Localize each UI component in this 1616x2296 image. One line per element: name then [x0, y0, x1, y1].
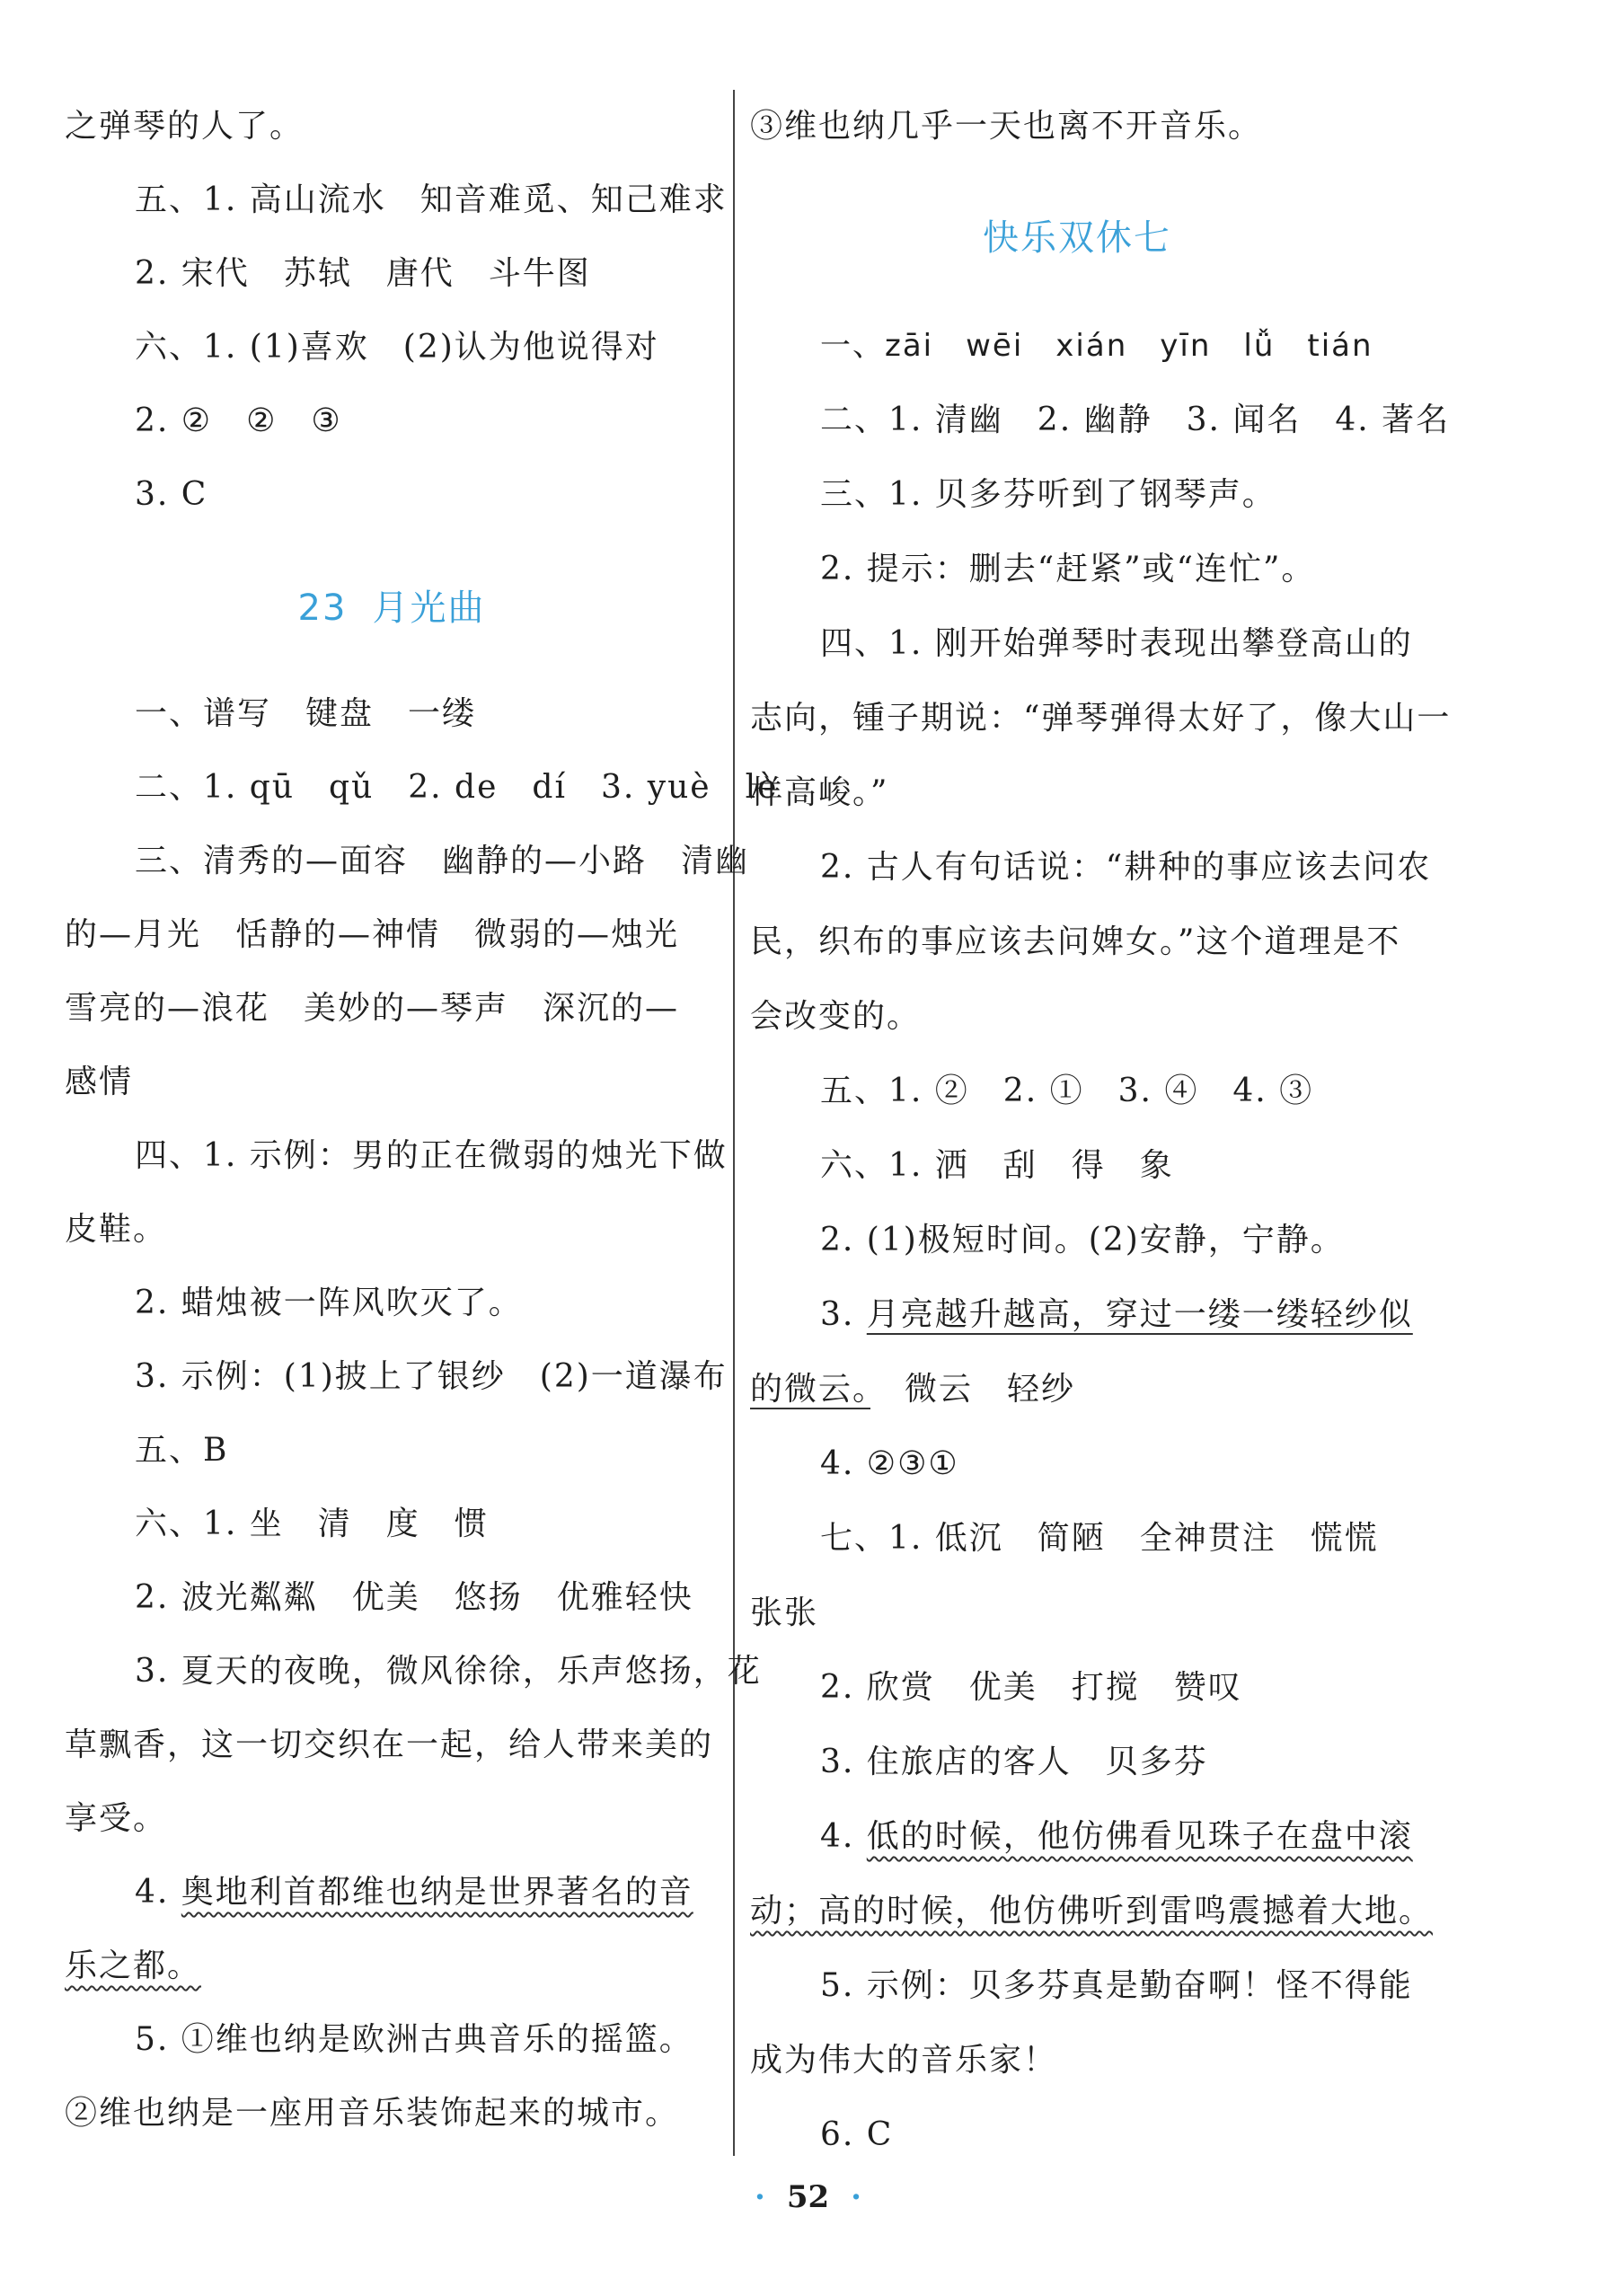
section-heading	[750, 214, 1404, 262]
answer-line	[750, 1889, 1434, 1934]
answer-line: 3. 示例：(1)披上了银纱 (2)一道瀑布	[135, 1358, 728, 1395]
answer-line: 二、1. qū qǔ 2. de dí 3. yuè lè	[135, 769, 779, 806]
answer-line: 2. 古人有句话说：“耕种的事应该去问农	[820, 849, 1432, 886]
section-title: 月光曲	[372, 587, 486, 629]
dot-icon: ·	[851, 2179, 861, 2215]
answer-line: 三、1. 贝多芬听到了钢琴声。	[820, 476, 1276, 513]
item-number: 3.	[820, 1296, 867, 1333]
answer-line: 成为伟大的音乐家！	[750, 2042, 1058, 2079]
answer-line: 3. 夏天的夜晚，微风徐徐，乐声悠扬，花	[135, 1653, 762, 1690]
answer-line: 2. 提示：删去“赶紧”或“连忙”。	[820, 551, 1316, 587]
answer-line: 张张	[750, 1594, 819, 1631]
answer-line	[820, 1293, 1413, 1338]
answer-line: 二、1. 清幽 2. 幽静 3. 闻名 4. 著名	[820, 402, 1451, 438]
answer-line: 之弹琴的人了。	[65, 108, 305, 145]
answer-line: 感情	[65, 1064, 134, 1100]
answer-line: 七、1. 低沉 简陋 全神贯注 慌慌	[820, 1520, 1379, 1557]
answer-line: 五、B	[135, 1432, 229, 1469]
answer-line: ③维也纳几乎一天也离不开音乐。	[750, 108, 1263, 145]
answer-line: 样高峻。”	[750, 774, 889, 811]
answer-line	[750, 1367, 1404, 1412]
answer-line: 会改变的。	[750, 998, 922, 1035]
underlined-text: 月亮越升越高，穿过一缕一缕轻纱似	[866, 1296, 1413, 1333]
page-number-value: 52	[786, 2179, 830, 2215]
section-title: 快乐双休七	[983, 217, 1171, 259]
column-divider	[733, 90, 735, 2156]
page-number	[0, 2177, 1616, 2217]
answer-line: 2. ② ② ③	[135, 402, 342, 439]
answer-line: 六、1. (1)喜欢 (2)认为他说得对	[135, 329, 659, 366]
answer-line: 4. ②③①	[820, 1445, 959, 1482]
answer-line: 6. C	[820, 2116, 894, 2153]
answer-line: 六、1. 洒 刮 得 象	[820, 1147, 1174, 1184]
wavy-underlined-text: 乐之都。	[65, 1947, 202, 1984]
dot-icon: ·	[754, 2179, 765, 2215]
answer-line: 一、zāi wēi xián yīn lǚ tián	[820, 328, 1373, 364]
answer-line: 2. (1)极短时间。(2)安静，宁静。	[820, 1222, 1345, 1258]
answer-line: 四、1. 示例：男的正在微弱的烛光下做	[135, 1137, 728, 1174]
answer-line: 3. 住旅店的客人 贝多芬	[820, 1744, 1208, 1780]
answer-line: 志向，锺子期说：“弹琴弹得太好了，像大山一	[750, 700, 1452, 737]
section-number: 23	[297, 587, 348, 629]
wavy-underlined-text: 动；高的时候，他仿佛听到雷鸣震撼着大地。	[750, 1893, 1434, 1930]
answer-line: 皮鞋。	[65, 1211, 168, 1248]
answer-line: 2. 宋代 苏轼 唐代 斗牛图	[135, 255, 591, 292]
wavy-underlined-text: 奥地利首都维也纳是世界著名的音	[181, 1874, 693, 1911]
answer-line: 2. 波光粼粼 优美 悠扬 优雅轻快	[135, 1579, 693, 1616]
answer-line: 三、清秀的—面容 幽静的—小路 清幽	[135, 843, 750, 879]
answer-line: 五、1. 高山流水 知音难觅、知己难求	[135, 181, 728, 218]
answer-line: 的—月光 恬静的—神情 微弱的—烛光	[65, 916, 680, 953]
answer-line: ②维也纳是一座用音乐装饰起来的城市。	[65, 2095, 680, 2132]
answer-line	[135, 1870, 719, 1915]
answer-line: 五、1. ② 2. ① 3. ④ 4. ③	[820, 1073, 1314, 1109]
answer-line: 四、1. 刚开始弹琴时表现出攀登高山的	[820, 625, 1413, 662]
answer-line: 六、1. 坐 清 度 惯	[135, 1506, 489, 1542]
section-heading	[65, 584, 719, 632]
answer-line: 5. 示例：贝多芬真是勤奋啊！怪不得能	[820, 1967, 1413, 2004]
answer-line: 一、谱写 键盘 一缕	[135, 695, 477, 732]
answer-line: 雪亮的—浪花 美妙的—琴声 深沉的—	[65, 990, 680, 1027]
answer-line	[820, 1815, 1413, 1859]
wavy-underlined-text: 低的时候，他仿佛看见珠子在盘中滚	[866, 1818, 1413, 1855]
answer-line: 2. 欣赏 优美 打搅 赞叹	[820, 1669, 1242, 1706]
answer-line	[65, 1944, 719, 1989]
item-number: 4.	[135, 1874, 181, 1911]
answer-line: 草飘香，这一切交织在一起，给人带来美的	[65, 1726, 714, 1763]
answer-text: 微云 轻纱	[870, 1371, 1076, 1408]
answer-line: 享受。	[65, 1800, 168, 1837]
underlined-text: 的微云。	[750, 1371, 871, 1408]
answer-line: 3. C	[135, 476, 208, 513]
answer-line: 5. ①维也纳是欧洲古典音乐的摇篮。	[135, 2021, 693, 2058]
answer-line: 民，织布的事应该去问婢女。”这个道理是不	[750, 923, 1401, 960]
answer-line: 2. 蜡烛被一阵风吹灭了。	[135, 1285, 523, 1321]
item-number: 4.	[820, 1818, 867, 1855]
